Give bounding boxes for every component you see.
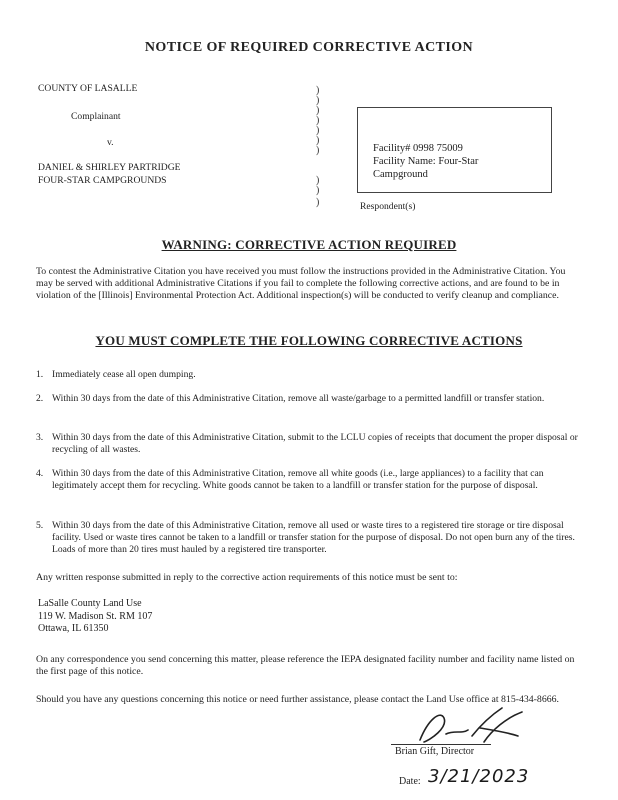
respondent-label: Respondent(s) [360, 201, 416, 212]
address-line: LaSalle County Land Use [38, 598, 142, 609]
action-number: 5. [36, 520, 44, 531]
facility-info [373, 142, 478, 181]
action-text: Immediately cease all open dumping. [52, 369, 196, 380]
warning-body: To contest the Administrative Citation you have received you must follow the instructions provided in the Administrative Citation. You may be served with additional Administrative Citations if you fail to complete the following corrective actions, and are found to be in violation of the [Illinois] Environmental Protection Act. Additional inspection(s) will be conducted to verify cleanup and compliance. [36, 266, 566, 301]
caption-paren: ) [316, 95, 320, 106]
respondent-business: FOUR-STAR CAMPGROUNDS [38, 175, 167, 186]
caption-paren: ) [316, 197, 320, 208]
action-item [36, 468, 588, 492]
action-text: Within 30 days from the date of this Administrative Citation, remove all white goods (i.e., large appliances) to a facility that can legitimately accept them for recycling. White goods cannot be taken to a landfill or transfer station for the purpose of disposal. [52, 468, 544, 491]
address-line: 119 W. Madison St. RM 107 [38, 610, 153, 622]
action-text: Within 30 days from the date of this Administrative Citation, remove all used or waste tires to a registered tire storage or tire disposal facility. Used or waste tires cannot be taken to a landfill or transfer station for the purpose of disposal. Do not open burn any of the tires. Loads of more than 20 tires must hauled by a registered tire transporter. [52, 520, 575, 555]
action-item [36, 432, 588, 456]
caption-paren: ) [316, 125, 320, 136]
caption-paren: ) [316, 105, 320, 116]
caption-paren: ) [316, 85, 320, 96]
facility-name: Facility Name: Four-Star [373, 156, 479, 167]
signer-name: Brian Gift, Director [395, 746, 475, 757]
action-item [36, 520, 588, 556]
caption-paren: ) [316, 115, 320, 126]
handwritten-date: 3/21/2023 [428, 766, 530, 787]
caption-paren: ) [316, 135, 320, 146]
address-line: Ottawa, IL 61350 [38, 623, 109, 634]
action-text: Within 30 days from the date of this Administrative Citation, submit to the LCLU copies of receipts that document the proper disposal or recycling of all wastes. [52, 432, 578, 455]
action-number: 4. [36, 468, 44, 479]
warning-heading: WARNING: CORRECTIVE ACTION REQUIRED [161, 237, 457, 252]
action-item [36, 393, 588, 405]
action-number: 3. [36, 432, 44, 443]
complainant-name: COUNTY OF LASALLE [38, 83, 138, 94]
versus-label: v. [107, 137, 114, 148]
action-number: 2. [36, 393, 44, 404]
respondent-names: DANIEL & SHIRLEY PARTRIDGE [38, 162, 181, 173]
action-item [36, 369, 588, 381]
date-label: Date: [399, 776, 421, 787]
complainant-label: Complainant [71, 111, 121, 122]
actions-heading: YOU MUST COMPLETE THE FOLLOWING CORRECTIVE ACTIONS [95, 333, 523, 348]
facility-number: Facility# 0998 75009 [373, 143, 463, 154]
reference-note: On any correspondence you send concerning this matter, please reference the IEPA designated facility number and facility name listed on the first page of this notice. [36, 654, 575, 677]
facility-name-cont: Campground [373, 169, 428, 180]
action-number: 1. [36, 369, 44, 380]
caption-paren: ) [316, 145, 320, 156]
response-intro: Any written response submitted in reply to the corrective action requirements of this notice must be sent to: [36, 572, 458, 583]
caption-paren: ) [316, 185, 320, 196]
action-text: Within 30 days from the date of this Administrative Citation, remove all waste/garbage to a permitted landfill or transfer station. [52, 393, 545, 404]
page-title: NOTICE OF REQUIRED CORRECTIVE ACTION [144, 40, 474, 55]
contact-note: Should you have any questions concerning this notice or need further assistance, please contact the Land Use office at 815-434-8666. [36, 694, 559, 705]
signature-line [391, 744, 491, 745]
caption-paren: ) [316, 175, 320, 186]
mailing-address [38, 598, 152, 636]
